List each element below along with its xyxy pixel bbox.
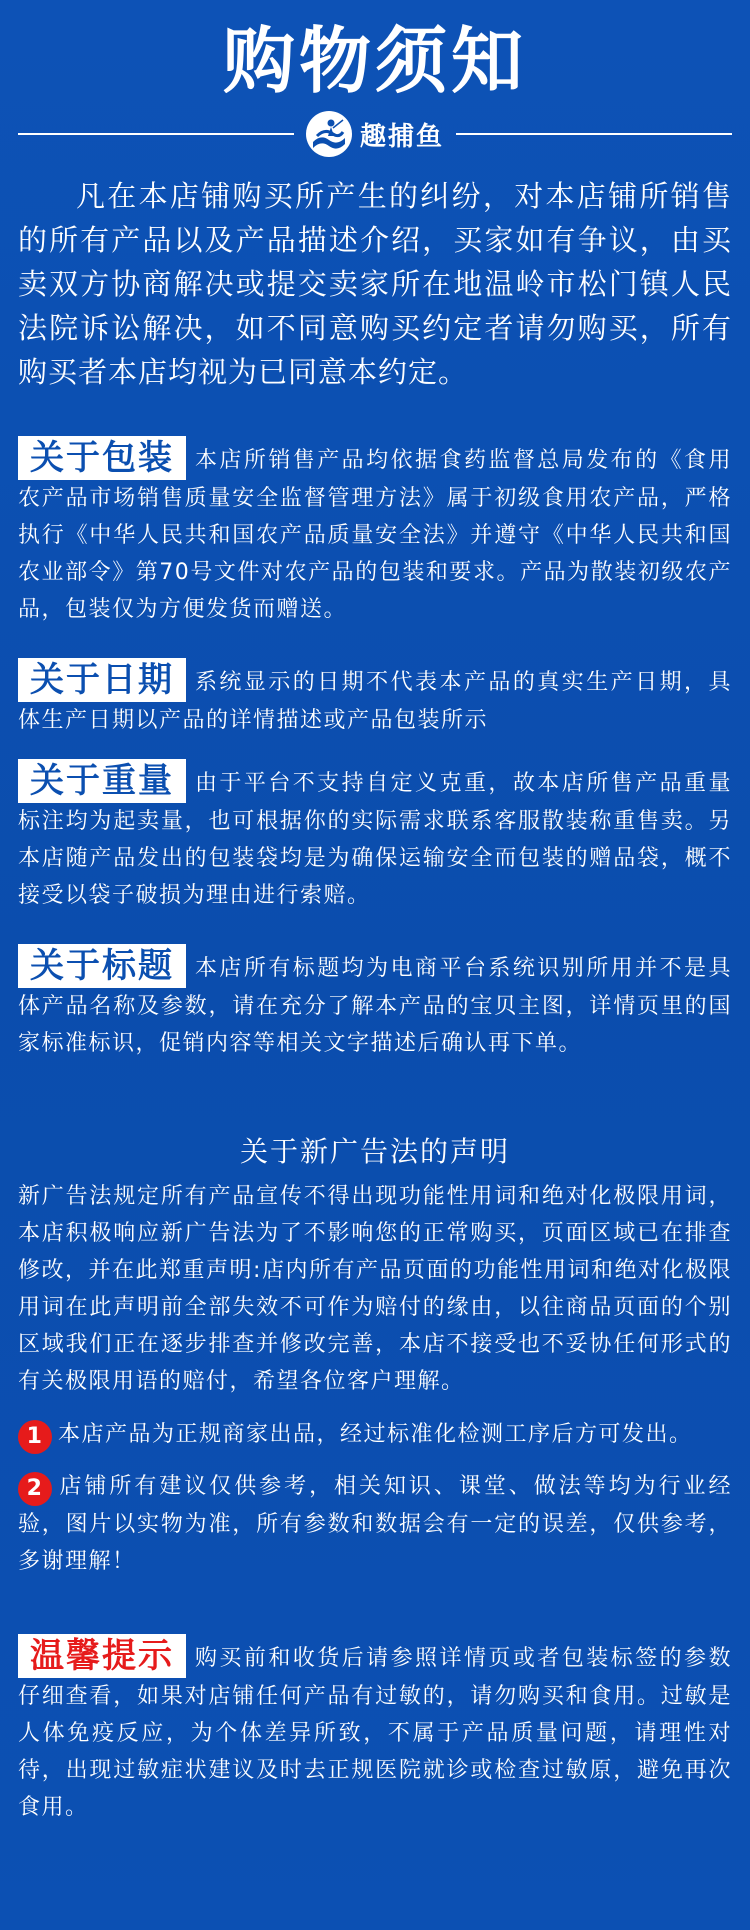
section-label-packaging: 关于包装: [18, 436, 186, 480]
section-warm-tip: [18, 1634, 732, 1826]
section-text-title: 本店所有标题均为电商平台系统识别所用并不是具体产品名称及参数，请在充分了解本产品的宝贝主图，详情页里的国家标准标识，促销内容等相关文字描述后确认再下单。: [18, 956, 732, 1056]
section-label-date: 关于日期: [18, 658, 186, 702]
section-text-weight: 由于平台不支持自定义克重，故本店所售产品重量标注均为起卖量，也可根据你的实际需求联系客服散装称重售卖。另本店随产品发出的包装袋均是为确保运输安全而包装的赠品袋，概不接受以袋子破损为理由进行索赔。: [18, 771, 732, 908]
section-packaging: [18, 436, 732, 628]
statement-body: 新广告法规定所有产品宣传不得出现功能性用词和绝对化极限用词，本店积极响应新广告法为了不影响您的正常购买，页面区域已在排查修改，并在此郑重声明:店内所有产品页面的功能性用词和绝对化极限用词在此声明前全部失效不可作为赔付的缘由，以往商品页面的个别区域我们正在逐步排查并修改完善，本店不接受也不妥协任何形式的有关极限用语的赔付，希望各位客户理解。: [18, 1184, 732, 1394]
note-item-2: [18, 1468, 732, 1580]
warm-tip-label: 温馨提示: [18, 1634, 186, 1678]
statement-title: 关于新广告法的声明: [239, 1135, 510, 1168]
brand: [306, 111, 444, 157]
number-badge-2: 2: [18, 1472, 52, 1506]
divider-line-left: [18, 133, 294, 135]
note-item-1: [18, 1416, 732, 1454]
section-date: [18, 658, 732, 739]
divider-line-right: [456, 133, 732, 135]
section-title: [18, 944, 732, 1062]
brand-name: 趣捕鱼: [360, 121, 445, 152]
section-text-date: 系统显示的日期不代表本产品的真实生产日期，具体生产日期以产品的详情描述或产品包装所示: [18, 670, 732, 733]
warm-tip-text: 购买前和收货后请参照详情页或者包装标签的参数仔细查看，如果对店铺任何产品有过敏的，请勿购买和食用。过敏是人体免疫反应，为个体差异所致，不属于产品质量问题，请理性对待，出现过敏症状建议及时去正规医院就诊或检查过敏原，避免再次食用。: [18, 1646, 732, 1820]
section-text-packaging: 本店所销售产品均依据食药监督总局发布的《食用农产品市场销售质量安全监督管理方法》属于初级食用农产品，严格执行《中华人民共和国农产品质量安全法》并遵守《中华人民共和国农业部令》第70号文件对农产品的包装和要求。产品为散装初级农产品，包装仅为方便发货而赠送。: [18, 448, 732, 622]
intro-paragraph: 凡在本店铺购买所产生的纠纷，对本店铺所销售的所有产品以及产品描述介绍，买家如有争议，由买卖双方协商解决或提交卖家所在地温岭市松门镇人民法院诉讼解决，如不同意购买约定者请勿购买，所有购买者本店均视为已同意本约定。: [18, 179, 732, 389]
section-label-title: 关于标题: [18, 944, 186, 988]
brand-divider: [18, 106, 732, 162]
section-label-weight: 关于重量: [18, 759, 186, 803]
number-badge-1: 1: [18, 1420, 52, 1454]
note-text-1: 本店产品为正规商家出品，经过标准化检测工序后方可发出。: [58, 1422, 693, 1447]
note-text-2: 店铺所有建议仅供参考，相关知识、课堂、做法等均为行业经验，图片以实物为准，所有参数和数据会有一定的误差，仅供参考，多谢理解！: [18, 1474, 732, 1574]
section-weight: [18, 759, 732, 914]
fisherman-logo-icon: [306, 111, 352, 157]
page-title: 购物须知: [222, 18, 527, 103]
